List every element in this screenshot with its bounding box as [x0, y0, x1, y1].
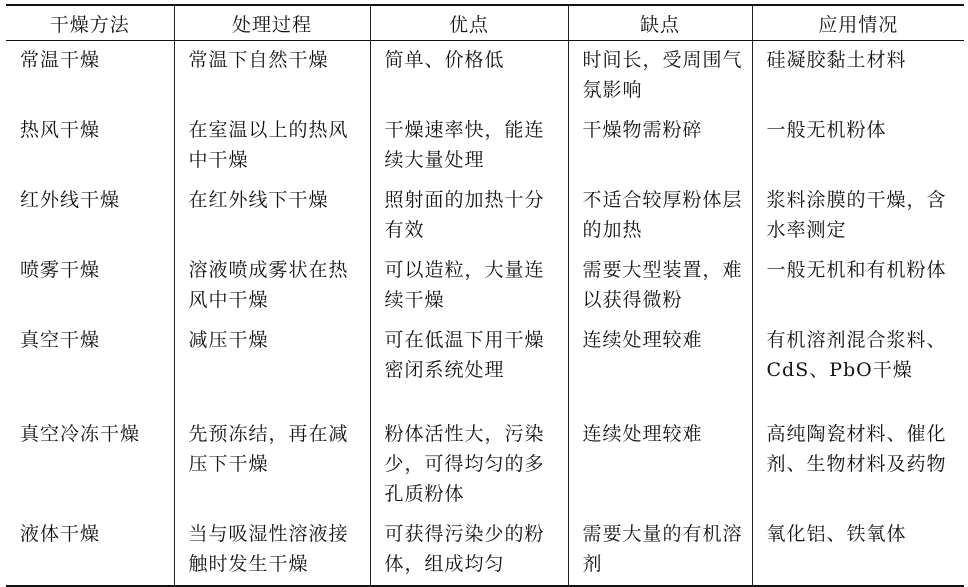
header-applications: 应用情况: [752, 5, 964, 41]
cell-method: 真空冷冻干燥: [20, 423, 141, 445]
header-method: 干燥方法: [49, 13, 130, 36]
cell-advantages: 可在低温下用干燥密闭系统处理: [370, 321, 568, 415]
cell-applications: 一般无机和有机粉体: [752, 251, 964, 321]
cell-method: 喷雾干燥: [20, 259, 101, 281]
cell-method: 热风干燥: [20, 119, 101, 141]
cell-applications: 高纯陶瓷材料、催化剂、生物材料及药物: [752, 415, 964, 515]
cell-disadvantages: 干燥物需粉碎: [568, 111, 752, 181]
cell-applications: 氧化铝、铁氧体: [752, 515, 964, 586]
cell-method: 常温干燥: [20, 49, 101, 71]
table-row: [6, 321, 964, 415]
table-header-row: [6, 5, 964, 41]
drying-methods-table-container: [6, 4, 964, 587]
cell-disadvantages: 需要大型装置，难以获得微粉: [568, 251, 752, 321]
cell-process: 在室温以上的热风中干燥: [174, 111, 370, 181]
cell-advantages: 干燥速率快，能连续大量处理: [370, 111, 568, 181]
table-row: [6, 251, 964, 321]
cell-disadvantages: 连续处理较难: [568, 415, 752, 515]
cell-disadvantages: 需要大量的有机溶剂: [568, 515, 752, 586]
cell-advantages: 可以造粒，大量连续干燥: [370, 251, 568, 321]
table-row: [6, 415, 964, 515]
table-row: [6, 111, 964, 181]
cell-method: 红外线干燥: [20, 189, 121, 211]
cell-advantages: 简单、价格低: [370, 41, 568, 112]
header-process: 处理过程: [174, 5, 370, 41]
cell-applications: 一般无机粉体: [752, 111, 964, 181]
cell-process: 在红外线下干燥: [174, 181, 370, 251]
cell-process: 减压干燥: [174, 321, 370, 415]
table-row: [6, 41, 964, 112]
header-disadvantages: 缺点: [568, 5, 752, 41]
drying-methods-table: [6, 4, 964, 587]
cell-process: 溶液喷成雾状在热风中干燥: [174, 251, 370, 321]
cell-advantages: 照射面的加热十分有效: [370, 181, 568, 251]
table-row: [6, 515, 964, 586]
cell-applications: 有机溶剂混合浆料、CdS、PbO干燥: [752, 321, 964, 415]
cell-disadvantages: 时间长，受周围气氛影响: [568, 41, 752, 112]
cell-method: 真空干燥: [20, 329, 101, 351]
header-advantages: 优点: [370, 5, 568, 41]
table-row: [6, 181, 964, 251]
cell-disadvantages: 连续处理较难: [568, 321, 752, 415]
cell-applications: 硅凝胶黏土材料: [752, 41, 964, 112]
cell-applications: 浆料涂膜的干燥，含水率测定: [752, 181, 964, 251]
cell-process: 当与吸湿性溶液接触时发生干燥: [174, 515, 370, 586]
cell-process: 先预冻结，再在减压下干燥: [174, 415, 370, 515]
cell-process: 常温下自然干燥: [174, 41, 370, 112]
cell-advantages: 可获得污染少的粉体，组成均匀: [370, 515, 568, 586]
cell-method: 液体干燥: [20, 523, 101, 545]
cell-disadvantages: 不适合较厚粉体层的加热: [568, 181, 752, 251]
cell-advantages: 粉体活性大，污染少，可得均匀的多孔质粉体: [370, 415, 568, 515]
